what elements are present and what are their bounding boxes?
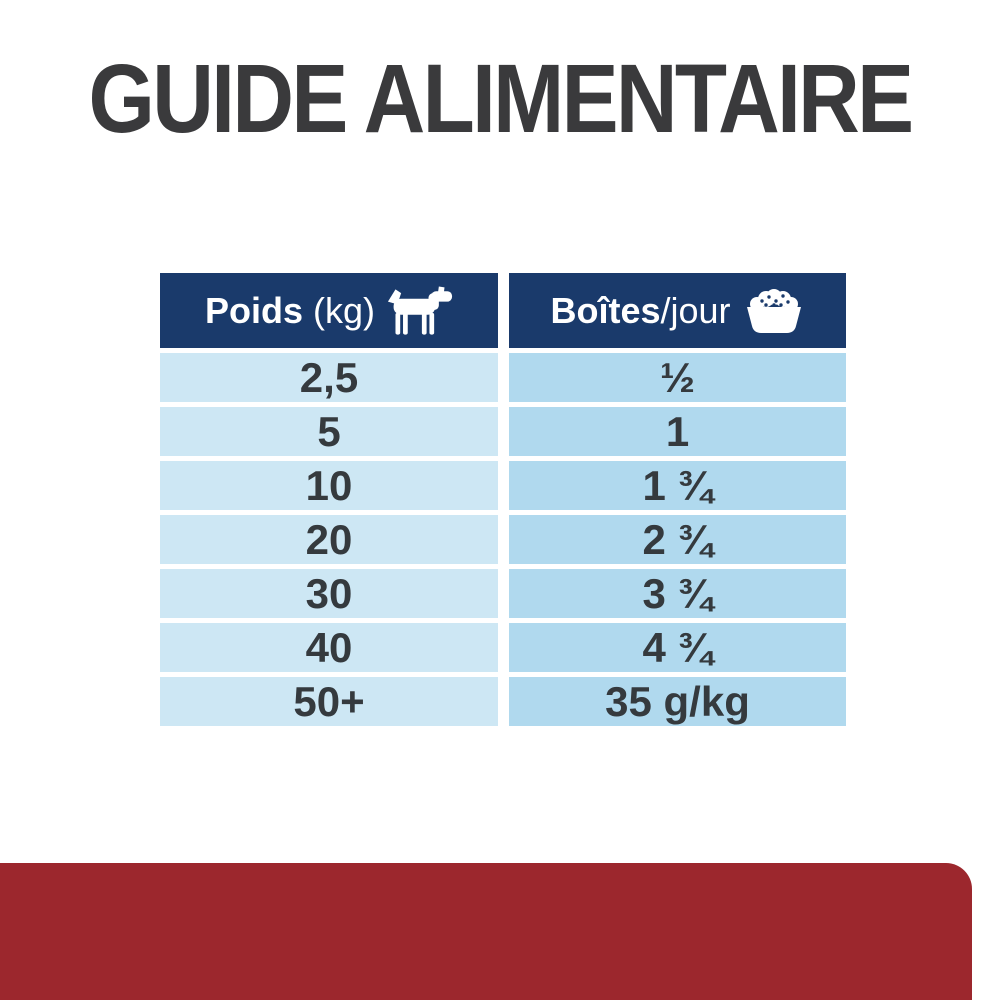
boites-header-bold: Boîtes xyxy=(550,289,661,331)
boites-cell: 3 ¾ xyxy=(509,569,846,618)
footer-red-bar xyxy=(0,863,972,1000)
column-header-boites xyxy=(509,273,846,348)
poids-cell: 5 xyxy=(160,407,498,456)
boites-cell: 4 ¾ xyxy=(509,623,846,672)
boites-cell: 1 xyxy=(509,407,846,456)
boites-cell: ½ xyxy=(509,353,846,402)
boites-cell: 35 g/kg xyxy=(509,677,846,726)
boites-header-label xyxy=(550,290,730,332)
poids-cell: 40 xyxy=(160,623,498,672)
poids-header-unit: (kg) xyxy=(303,289,375,331)
boites-cell: 1 ¾ xyxy=(509,461,846,510)
poids-header-bold: Poids xyxy=(204,289,303,331)
boites-header-unit: /jour xyxy=(660,289,731,331)
column-header-poids xyxy=(160,273,498,348)
poids-cell: 30 xyxy=(160,569,498,618)
poids-cell: 20 xyxy=(160,515,498,564)
bowl-icon xyxy=(743,288,805,334)
poids-header-label xyxy=(205,290,375,332)
feeding-table xyxy=(160,273,846,726)
poids-cell: 50+ xyxy=(160,677,498,726)
boites-cell: 2 ¾ xyxy=(509,515,846,564)
poids-cell: 10 xyxy=(160,461,498,510)
page-title: GUIDE ALIMENTAIRE xyxy=(88,44,912,153)
poids-cell: 2,5 xyxy=(160,353,498,402)
dog-icon xyxy=(387,286,453,336)
